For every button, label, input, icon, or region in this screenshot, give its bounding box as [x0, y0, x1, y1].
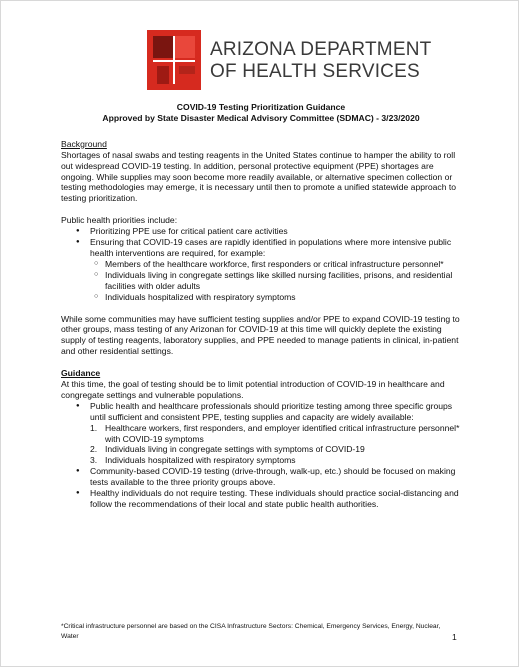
document-title: COVID-19 Testing Prioritization Guidance	[176, 102, 346, 112]
logo-line-2: OF HEALTH SERVICES	[210, 61, 420, 82]
priorities-list	[61, 226, 461, 302]
adhs-logo-mark-icon	[147, 30, 201, 90]
examples-list	[61, 259, 461, 303]
list-item: 1. Healthcare workers, first responders, and employer identified critical infrastructure personnel* with COVID-19 symptoms	[90, 422, 460, 444]
footnote: *Critical infrastructure personnel are based on the CISA Infrastructure Sectors: Chemical, Emergency Services, Energy, Nuclear, Water	[61, 623, 441, 640]
document-subtitle: Approved by State Disaster Medical Advisory Committee (SDMAC) - 3/23/2020	[102, 112, 420, 123]
adhs-logo	[147, 30, 432, 90]
background-heading: Background	[61, 138, 107, 149]
list-item: ● Prioritizing PPE use for critical patient care activities	[61, 226, 461, 237]
page-number: 1	[452, 632, 457, 642]
list-item: ● Healthy individuals do not require testing. These individuals should practice social-distancing and follow the recommendations of their local and state public health authorities.	[61, 488, 461, 510]
guidance-heading: Guidance	[61, 368, 101, 379]
list-item: ● Public health and healthcare professionals should prioritize testing among three specific groups until sufficient and consistent PPE, testing supplies and capacity are widely available: 1. Healthcare workers, first responders, and employer identified critical infrastructure personnel* with COVID-19 symptoms 2. Individuals living in congregate settings with symptoms of COVID-19 3. Individuals hospitalized with respiratory symptoms	[61, 401, 461, 466]
background-paragraph: Shortages of nasal swabs and testing reagents in the United States continue to hamper the ability to roll out widespread COVID-19 testing. In addition, personal protective equipment (PPE) shortages are ongoing. While supplies may soon become more readily available, or alternative specimen collection or testing methodologies may emerge, it is necessary until then to promote a unified statewide approach to testing prioritization.	[61, 149, 457, 204]
list-item: ○ Individuals hospitalized with respiratory symptoms	[61, 292, 461, 303]
list-item: 3. Individuals hospitalized with respiratory symptoms	[90, 455, 296, 466]
document-body	[61, 102, 461, 510]
list-item: ● Ensuring that COVID-19 cases are rapidly identified in populations where more intensive public health interventions are required, for example: ○ Members of the healthcare workforce, first responders or critical infrastructure personnel* ○ Individuals living in congregate settings like skilled nursing facilities, prisons, and residential facilities with older adults ○ Individuals hospitalized with respiratory symptoms	[61, 237, 461, 302]
list-item: 2. Individuals living in congregate settings with symptoms of COVID-19	[90, 444, 365, 455]
guidance-intro: At this time, the goal of testing should be to limit potential introduction of COVID-19 in healthcare and congregate settings and vulnerable populations.	[61, 379, 445, 400]
list-item: ● Community-based COVID-19 testing (drive-through, walk-up, etc.) should be focused on making tests available to the three priority groups above.	[61, 466, 461, 488]
list-item: ○ Individuals living in congregate settings like skilled nursing facilities, prisons, and residential facilities with older adults	[61, 270, 461, 292]
priorities-intro: Public health priorities include:	[61, 215, 178, 226]
guidance-list	[61, 401, 461, 510]
background-closing: While some communities may have sufficient testing supplies and/or PPE to expand COVID-19 testing to other groups, mass testing of any Arizonan for COVID-19 at this time will quickly deplete the existing supply of testing reagents, laboratory supplies, and PPE needed to manage patients in clinical, in-patient and other residential settings.	[61, 313, 460, 357]
logo-wordmark	[210, 39, 431, 83]
priority-groups-list	[61, 423, 461, 467]
logo-line-1: ARIZONA DEPARTMENT	[210, 39, 432, 60]
list-item: ○ Members of the healthcare workforce, first responders or critical infrastructure personnel*	[61, 259, 461, 270]
